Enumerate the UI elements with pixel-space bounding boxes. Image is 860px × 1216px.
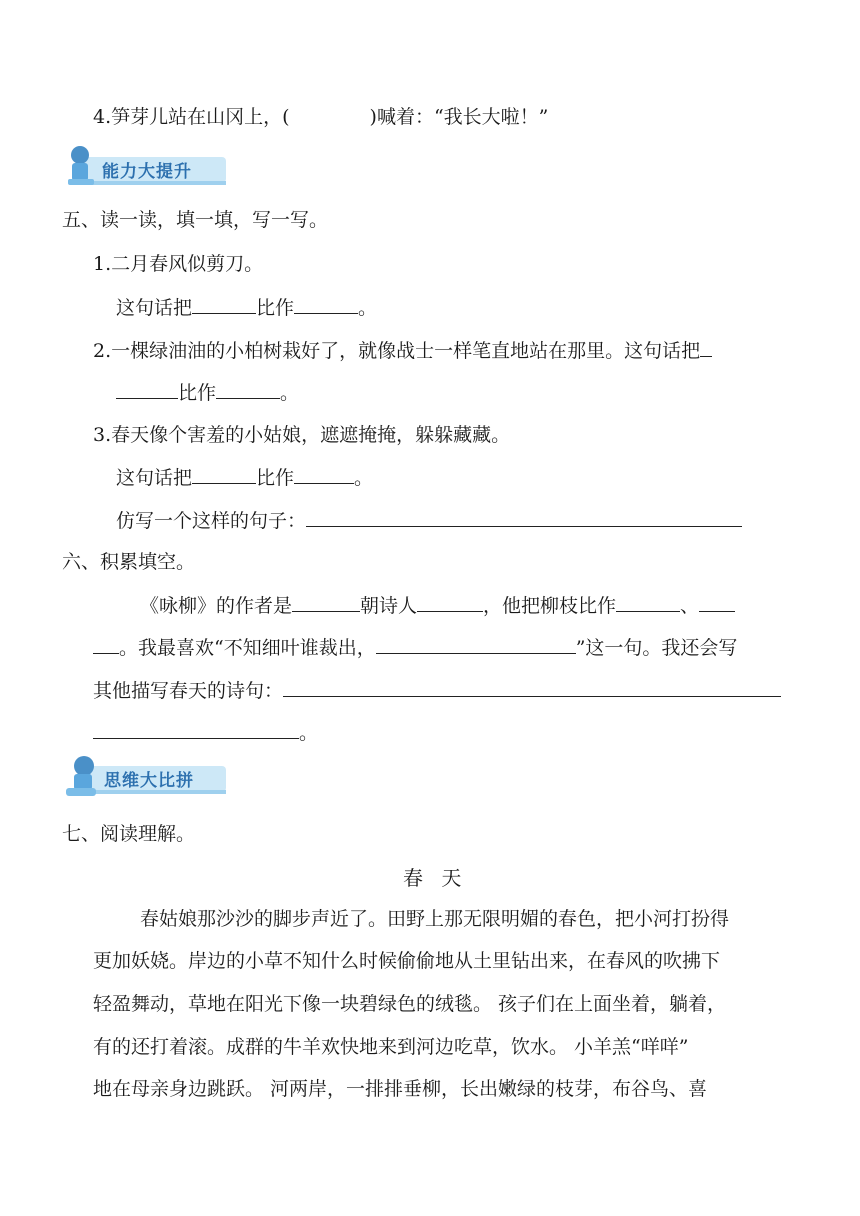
banner-1-label: 能力大提升 [102, 162, 192, 182]
answer-blank[interactable] [216, 378, 280, 399]
section-5-item-1: 1.二月春风似剪刀。 [93, 253, 264, 275]
section-6-heading: 六、积累填空。 [62, 551, 196, 573]
imitate-label: 仿写一个这样的句子： [116, 510, 307, 532]
fill-text: 。 [358, 297, 378, 319]
passage-line: 地在母亲身边跳跃。 河两岸，一排排垂柳，长出嫩绿的枝芽，布谷鸟、喜 [93, 1078, 708, 1100]
section-6-line-3 [93, 676, 781, 705]
answer-blank[interactable] [192, 463, 256, 484]
fill-text: 其他描写春天的诗句： [93, 680, 284, 702]
fill-text: 比作 [256, 467, 295, 489]
banner-thinking-contest [62, 752, 230, 802]
question-4 [93, 103, 548, 131]
passage-line: 轻盈舞动，草地在阳光下像一块碧绿色的绒毯。 孩子们在上面坐着，躺着， [93, 993, 727, 1015]
section-7-heading: 七、阅读理解。 [62, 823, 196, 845]
answer-blank[interactable] [283, 676, 781, 697]
answer-blank[interactable] [376, 633, 576, 654]
section-5-item-2 [93, 336, 712, 365]
fill-text: 。 [354, 467, 374, 489]
question-4-text-before: 4.笋芽儿站在山冈上，( [93, 106, 290, 128]
section-5-heading: 五、读一读，填一填，写一写。 [62, 209, 329, 231]
fill-text: 。我最喜欢“不知细叶谁裁出， [119, 637, 376, 659]
section-5-item-3: 3.春天像个害羞的小姑娘，遮遮掩掩，躲躲藏藏。 [93, 424, 511, 446]
fill-text: 。 [280, 382, 300, 404]
question-4-text-after: )喊着：“我长大啦！” [369, 106, 549, 128]
fill-text: ，他把柳枝比作 [483, 595, 617, 617]
fill-text: 比作 [178, 382, 217, 404]
fill-text: 、 [680, 595, 700, 617]
section-5-item-2-fill [116, 378, 299, 407]
fill-text: 这句话把 [116, 467, 193, 489]
fill-text: 比作 [256, 297, 295, 319]
banner-2-label: 思维大比拼 [104, 771, 194, 791]
banner-ability-boost [62, 143, 230, 191]
passage-line: 更加妖娆。岸边的小草不知什么时候偷偷地从土里钻出来，在春风的吹拂下 [93, 950, 721, 972]
answer-blank[interactable] [93, 718, 299, 739]
passage-line: 有的还打着滚。成群的牛羊欢快地来到河边吃草，饮水。 小羊羔“咩咩” [93, 1036, 689, 1058]
section-5-item-1-fill [116, 293, 377, 322]
answer-blank[interactable] [699, 591, 735, 612]
answer-blank[interactable] [294, 293, 358, 314]
answer-blank[interactable] [417, 591, 483, 612]
section-6-line-2 [93, 633, 737, 662]
passage-line: 春姑娘那沙沙的脚步声近了。田野上那无限明媚的春色，把小河打扮得 [140, 908, 730, 930]
answer-blank[interactable] [306, 506, 742, 527]
passage-title: 春 天 [403, 866, 468, 890]
answer-blank[interactable] [292, 591, 360, 612]
section-5-item-3-fill [116, 463, 373, 492]
answer-blank[interactable] [93, 633, 119, 654]
fill-text: 这句话把 [116, 297, 193, 319]
section-6-line-4 [93, 718, 318, 747]
answer-blank[interactable] [116, 378, 178, 399]
fill-text: 《咏柳》的作者是 [140, 595, 293, 617]
item-2-text: 2.一棵绿油油的小柏树栽好了，就像战士一样笔直地站在那里。这句话把 [93, 340, 701, 362]
answer-blank[interactable] [192, 293, 256, 314]
fill-text: 。 [299, 722, 319, 744]
answer-blank[interactable] [700, 336, 712, 357]
fill-text: 朝诗人 [360, 595, 418, 617]
section-6-line-1 [140, 591, 735, 620]
section-5-imitate [116, 506, 742, 535]
answer-blank[interactable] [616, 591, 680, 612]
fill-text: ”这一句。我还会写 [575, 637, 738, 659]
answer-blank[interactable] [294, 463, 354, 484]
